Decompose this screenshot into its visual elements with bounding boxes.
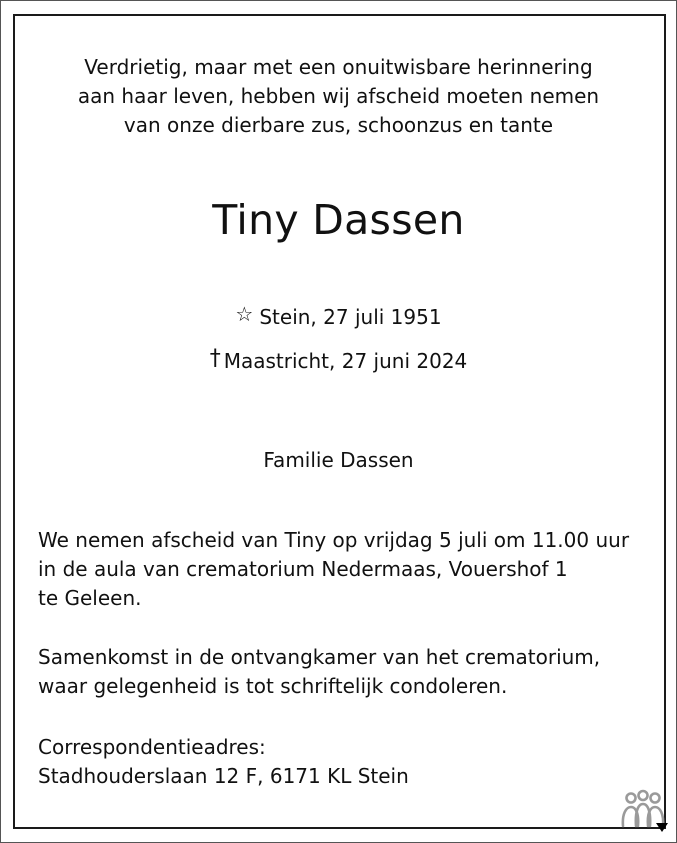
intro-text [0, 53, 677, 140]
death-date: Maastricht, 27 juni 2024 [223, 349, 468, 373]
dagger-icon: † [209, 345, 221, 371]
life-dates [0, 300, 677, 378]
address-label: Correspondentieadres: [38, 735, 266, 759]
ceremony-line: in de aula van crematorium Nedermaas, Vouershof 1 [38, 557, 568, 581]
star-icon: ☆ [235, 302, 254, 326]
family-signature: Familie Dassen [263, 448, 414, 472]
intro-line: van onze dierbare zus, schoonzus en tante [123, 113, 554, 137]
death-line [0, 344, 677, 378]
birth-line [0, 300, 677, 334]
triangle-down-icon [656, 823, 668, 832]
birth-date: Stein, 27 juli 1951 [259, 305, 442, 329]
address-value: Stadhouderslaan 12 F, 6171 KL Stein [38, 764, 409, 788]
gathering-info [38, 643, 648, 701]
ceremony-info [38, 526, 648, 613]
ceremony-line: te Geleen. [38, 586, 142, 610]
people-group-logo-icon [614, 788, 670, 834]
gathering-line: waar gelegenheid is tot schriftelijk condoleren. [38, 674, 508, 698]
deceased-name: Tiny Dassen [212, 196, 465, 244]
intro-line: aan haar leven, hebben wij afscheid moeten nemen [77, 84, 600, 108]
correspondence-address [38, 733, 648, 791]
intro-line: Verdrietig, maar met een onuitwisbare herinnering [84, 55, 593, 79]
gathering-line: Samenkomst in de ontvangkamer van het crematorium, [38, 645, 601, 669]
ceremony-line: We nemen afscheid van Tiny op vrijdag 5 juli om 11.00 uur [38, 528, 630, 552]
